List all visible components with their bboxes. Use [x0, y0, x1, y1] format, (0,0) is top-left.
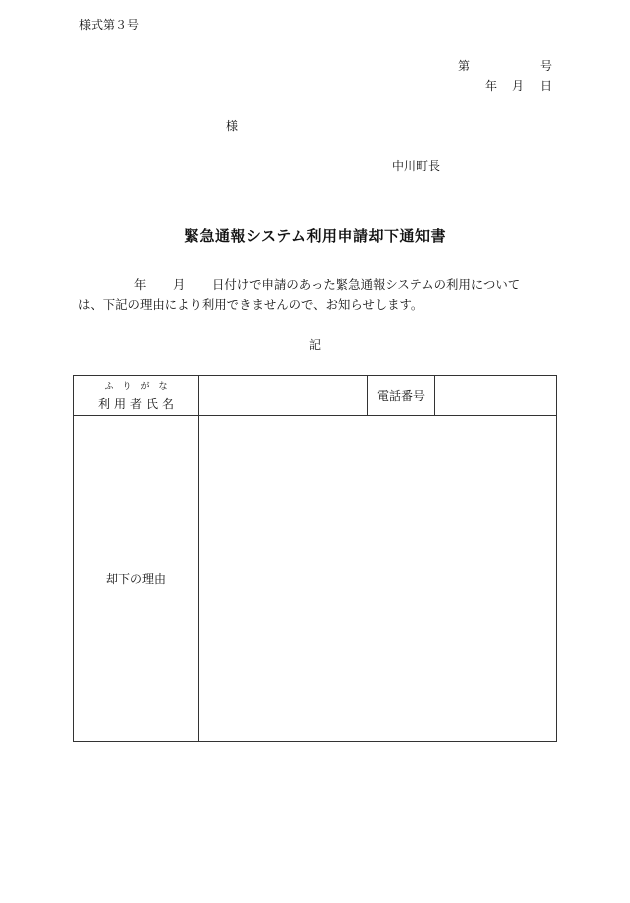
name-label-cell — [74, 376, 199, 416]
addressee-honorific: 様 — [226, 119, 239, 133]
body-year: 年 — [134, 277, 147, 292]
reason-label: 却下の理由 — [74, 416, 199, 742]
user-name-label: 利用者氏名 — [97, 396, 178, 411]
form-number: 様式第３号 — [79, 18, 140, 32]
document-title: 緊急通報システム利用申請却下通知書 — [183, 227, 446, 245]
phone-field[interactable] — [435, 376, 557, 416]
date-day: 日 — [540, 79, 553, 93]
name-row — [74, 376, 557, 416]
info-table — [73, 375, 557, 742]
number-prefix: 第 — [458, 59, 471, 73]
body-month: 月 — [173, 277, 186, 292]
body-line-1: 日付けで申請のあった緊急通報システムの利用について — [212, 277, 521, 292]
ki-heading: 記 — [308, 338, 321, 352]
date-month: 月 — [512, 79, 525, 93]
furigana-label: ふりがな — [104, 381, 177, 392]
reason-row — [74, 416, 557, 742]
reason-field[interactable] — [199, 416, 557, 742]
number-suffix: 号 — [540, 59, 553, 73]
sender-name: 中川町長 — [392, 159, 441, 173]
user-name-field[interactable] — [199, 376, 368, 416]
phone-label: 電話番号 — [368, 376, 435, 416]
date-year: 年 — [485, 79, 498, 93]
body-line-2: は、下記の理由により利用できませんので、お知らせします。 — [78, 297, 424, 312]
